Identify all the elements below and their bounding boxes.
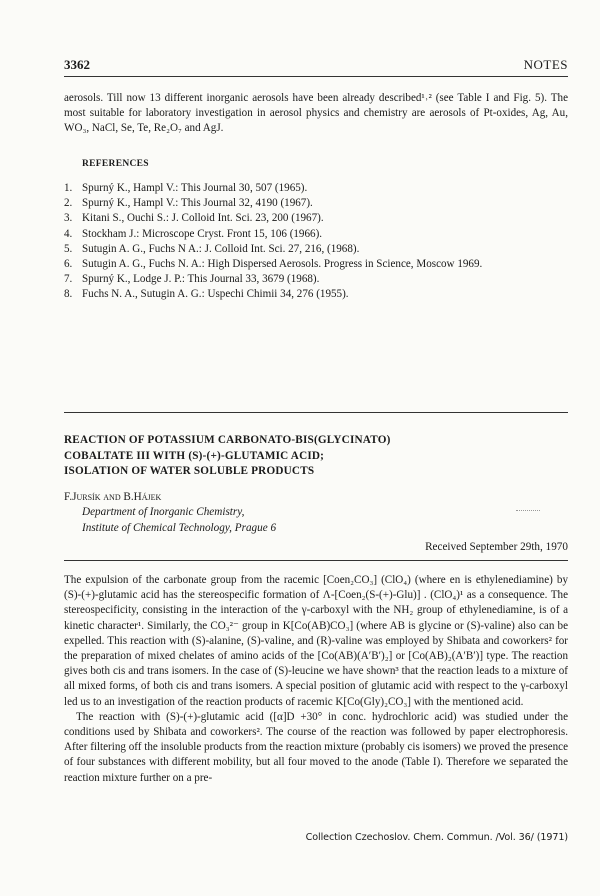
reference-item [64, 257, 568, 272]
reference-number: 2. [64, 197, 73, 210]
received-rule [64, 560, 568, 561]
references-heading: REFERENCES [82, 159, 149, 169]
reference-item [64, 211, 568, 226]
title-line: COBALTATE III WITH (S)-(+)-GLUTAMIC ACID; [64, 449, 325, 462]
reference-number: 7. [64, 273, 73, 286]
reference-item [64, 181, 568, 196]
article-body [64, 573, 568, 786]
reference-item [64, 196, 568, 211]
affiliation-line: Institute of Chemical Technology, Prague 6 [82, 521, 277, 534]
reference-item [64, 242, 568, 257]
journal-footer: Collection Czechoslov. Chem. Commun. /Vol. 36/ (1971) [305, 832, 568, 843]
reference-item [64, 272, 568, 287]
body-paragraph: The expulsion of the carbonate group from the racemic [Coen₂CO₃] (ClO₄) (where en is ethylenediamine) by (S)-(+)-glutamic acid has the stereospecific formation of Λ-[Coen₂(S-(+)-Glu)] . (ClO₄)¹ as a consequence. The stereospecificity, consisting in the interaction of the γ-carboxyl with the NH₂ group of ethylenediamine, is of a kinetic character¹. Similarly, the CO₃²⁻ group in K[Co(AB)CO₃] (where AB is glycine or (S)-valine) also can be expelled. This reaction with (S)-alanine, (S)-valine, and (R)-valine was employed by Shibata and coworkers² for the preparation of mixed chelates of amino acids of the [Co(AB)(A′B′)₂] or [Co(AB)₂(A′B′)] type. The reaction gives both cis and trans isomers. In the case of (S)-leucine we have shown³ that the reaction leads to a mixture of all mixed forms, of both cis and trans isomers. A special position of glutamic acid with respect to the γ-carboxyl led us to an investigation of the reaction products of racemic K[Co(Gly)₂CO₃] with the mentioned acid. [64, 574, 568, 708]
reference-item [64, 287, 568, 302]
reference-number: 8. [64, 288, 73, 301]
reference-text: Spurný K., Hampl V.: This Journal 32, 4190 (1967). [82, 197, 313, 210]
reference-text: Spurný K., Lodge J. P.: This Journal 33, 3679 (1968). [82, 273, 320, 286]
intro-text: aerosols. Till now 13 different inorganic aerosols have been already described¹˒² (see Table I and Fig. 5). The most suitable for laboratory investigation in aerosol physics and chemistry are aerosols of Pt-oxides, Ag, Au, WO₃, NaCl, Se, Te, Re₂O₇ and AgJ. [64, 92, 568, 135]
intro-paragraph [64, 91, 568, 137]
reference-number: 5. [64, 242, 73, 255]
reference-text: Spurný K., Hampl V.: This Journal 30, 507 (1965). [82, 182, 308, 194]
reference-text: Stockham J.: Microscope Cryst. Front 15, 106 (1966). [82, 227, 323, 240]
printing-mark [516, 510, 540, 511]
title-line: REACTION OF POTASSIUM CARBONATO-BIS(GLYCINATO) [64, 434, 391, 446]
article-affiliation [82, 505, 276, 536]
header-rule [64, 76, 568, 77]
reference-number: 6. [64, 257, 73, 270]
reference-number: 4. [64, 227, 73, 240]
reference-number: 1. [64, 182, 73, 194]
title-line: ISOLATION OF WATER SOLUBLE PRODUCTS [64, 465, 315, 478]
body-paragraph: The reaction with (S)-(+)-glutamic acid ([α]D +30° in conc. hydrochloric acid) was studied under the conditions used by Shibata and coworkers². The course of the reaction was followed by paper electrophoresis. After filtering off the insoluble products from the reaction mixture (probably cis isomers) we proved the presence of four substances with different mobility, but all four moved to the anode (Table I). Therefore we separated the reaction mixture further on a pre- [64, 710, 568, 784]
reference-item [64, 227, 568, 242]
section-label: NOTES [523, 57, 568, 72]
reference-text: Fuchs N. A., Sutugin A. G.: Uspechi Chimii 34, 276 (1955). [82, 288, 349, 301]
reference-text: Sutugin A. G., Fuchs N. A.: High Dispersed Aerosols. Progress in Science, Moscow 1969. [82, 257, 483, 270]
article-authors: F.Jursík and B.Hájek [64, 491, 162, 503]
received-date: Received September 29th, 1970 [425, 541, 568, 553]
article-title [64, 433, 568, 480]
reference-number: 3. [64, 212, 73, 225]
reference-text: Kitani S., Ouchi S.: J. Colloid Int. Sci. 23, 200 (1967). [82, 212, 324, 225]
references-list [64, 181, 568, 303]
reference-text: Sutugin A. G., Fuchs N A.: J. Colloid Int. Sci. 27, 216, (1968). [82, 242, 360, 255]
page-header [64, 56, 568, 74]
page-number: 3362 [64, 57, 90, 72]
affiliation-line: Department of Inorganic Chemistry, [82, 506, 245, 518]
article-separator-rule [64, 412, 568, 413]
